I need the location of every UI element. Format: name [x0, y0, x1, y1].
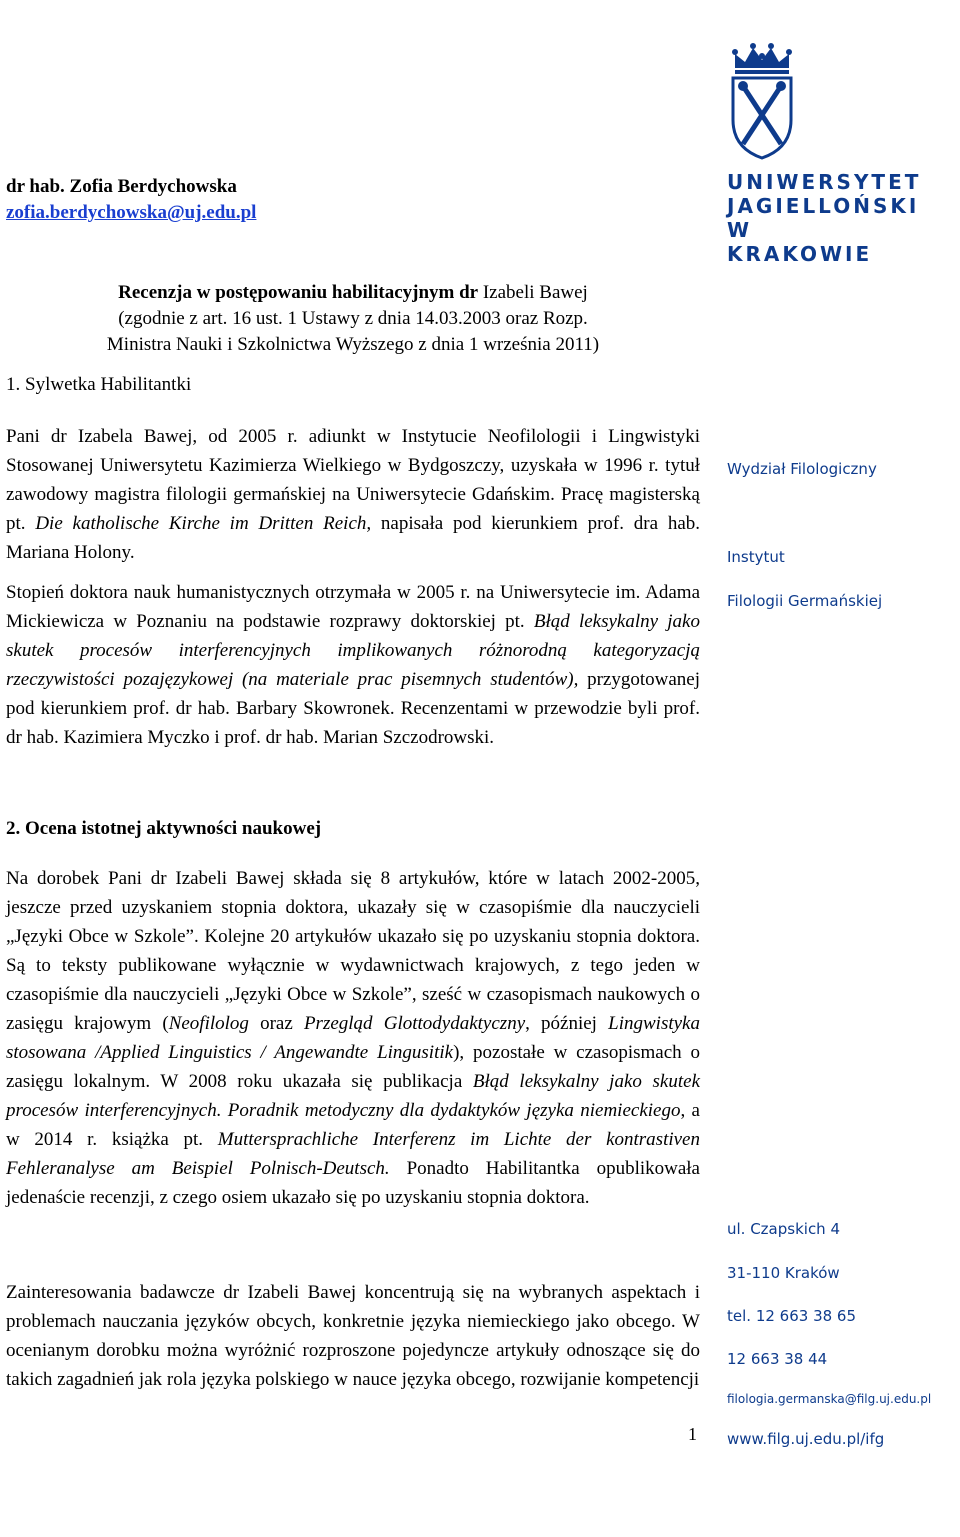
sidebar-institute-2: Filologii Germańskiej [727, 592, 883, 610]
sidebar-phone: tel. 12 663 38 65 [727, 1307, 857, 1325]
sidebar-city: 31-110 Kraków [727, 1264, 840, 1282]
paragraph-2: Stopień doktora nauk humanistycznych otrzymała w 2005 r. na Uniwersytecie im. Adama Mickiewicza w Poznaniu na podstawie rozprawy doktorskiej pt. Błąd leksykalny jako skutek procesów interferencyjnych implikowanych różnorodną kategoryzacją rzeczywistości pozajęzykowej (na materiale prac pisemnych studentów), przygotowanej pod kierunkiem prof. dr hab. Barbary Skowronek. Recenzentami w przewodzie byli prof. dr hab. Kazimiera Myczko i prof. dr hab. Marian Szczodrowski. [6, 582, 701, 748]
sidebar-phone-2: 12 663 38 44 [727, 1350, 828, 1368]
title-line-1-bold: Recenzja w postępowaniu habilitacyjnym dr [118, 282, 479, 303]
author-email-link[interactable]: zofia.berdychowska@uj.edu.pl [6, 202, 257, 223]
sidebar-website-link[interactable]: www.filg.uj.edu.pl/ifg [727, 1430, 885, 1448]
sidebar-email-link[interactable]: filologia.germanska@filg.uj.edu.pl [727, 1392, 932, 1406]
paragraph-1: Pani dr Izabela Bawej, od 2005 r. adiunkt w Instytucie Neofilologii i Lingwistyki Stosowanej Uniwersytetu Kazimierza Wielkiego w Bydgoszczy, uzyskała w 1996 r. tytuł zawodowy magistra filologii germańskiej na Uniwersytecie Gdańskim. Pracę magisterską pt. Die katholische Kirche im Dritten Reich, napisała pod kierunkiem prof. dra hab. Mariana Holony. [6, 426, 701, 563]
sidebar-faculty: Wydział Filologiczny [727, 460, 877, 478]
sidebar-street: ul. Czapskich 4 [727, 1220, 841, 1238]
page-number: 1 [688, 1424, 697, 1444]
title-line-2: (zgodnie z art. 16 ust. 1 Ustawy z dnia 14.03.2003 oraz Rozp. [118, 308, 588, 329]
university-crest-icon [727, 40, 797, 160]
paragraph-3: Na dorobek Pani dr Izabeli Bawej składa się 8 artykułów, które w latach 2002-2005, jeszcze przed uzyskaniem stopnia doktora, ukazały się w czasopiśmie dla nauczycieli „Języki Obce w Szkole”. Kolejne 20 artykułów ukazało się po uzyskaniu stopnia doktora. Są to teksty publikowane wyłącznie w wydawnictwach krajowych, z tego jeden w czasopiśmie dla nauczycieli „Języki Obce w Szkole”, sześć w czasopismach naukowych o zasięgu krajowym (Neofilolog oraz Przegląd Glottodydaktyczny, później Lingwistyka stosowana /Applied Linguistics / Angewandte Lingusitik), pozostałe w czasopismach o zasięgu lokalnym. W 2008 roku ukazała się publikacja Błąd leksykalny jako skutek procesów interferencyjnych. Poradnik metodyczny dla dydaktyków języka niemieckiego, a w 2014 r. książka pt. Muttersprachliche Interferenz im Lichte der kontrastiven Fehleranalyse am Beispiel Polnisch-Deutsch. Ponadto Habilitantka opublikowała jedenaście recenzji, z czego osiem ukazało się po uzyskaniu stopnia doktora. [6, 868, 701, 1208]
title-line-3: Ministra Nauki i Szkolnictwa Wyższego z dnia 1 września 2011) [106, 334, 600, 355]
logo-line-1: UNIWERSYTET [727, 170, 922, 194]
title-line-1-normal: Izabeli Bawej [478, 282, 588, 303]
logo-line-2: JAGIELLOŃSKI [727, 194, 920, 218]
section-2-heading: 2. Ocena istotnej aktywności naukowej [6, 818, 322, 839]
author-name: dr hab. Zofia Berdychowska [6, 176, 237, 197]
paragraph-4: Zainteresowania badawcze dr Izabeli Bawej koncentrują się na wybranych aspektach i problemach nauczania języków obcych, konkretnie języka niemieckiego jako obcego. W ocenianym dorobku można wyróżnić rozproszone pojedyncze artykuły odnoszące się do takich zagadnień jak rola języka polskiego w nauce języka obcego, rozwijanie kompetencji [6, 1282, 700, 1390]
section-1-heading: 1. Sylwetka Habilitantki [6, 374, 192, 395]
sidebar-institute-1: Instytut [727, 548, 785, 566]
logo-line-3: W KRAKOWIE [727, 218, 873, 266]
university-logo [727, 40, 922, 266]
document-title [6, 280, 700, 358]
